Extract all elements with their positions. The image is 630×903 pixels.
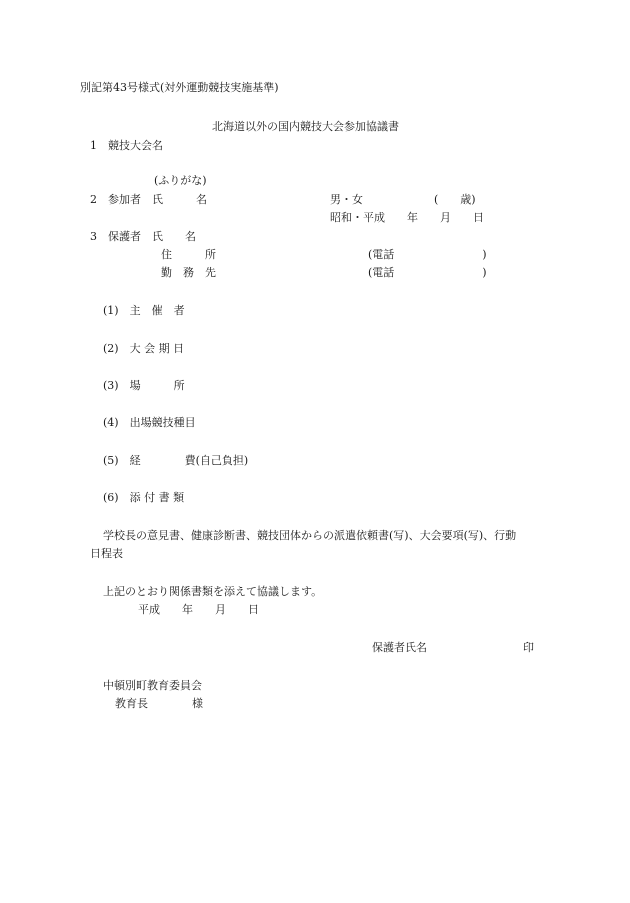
seal-mark: 印 bbox=[523, 641, 534, 654]
workplace-label: 勤 務 先 bbox=[161, 266, 216, 279]
statement: 上記のとおり関係書類を添えて協議します。 bbox=[103, 585, 323, 598]
form-number: 別記第43号様式(対外運動競技実施基準) bbox=[80, 81, 279, 94]
recipient-title: 教育長 様 bbox=[115, 697, 203, 710]
item-attachments: (6) 添 付 書 類 bbox=[103, 491, 185, 504]
section-1-label: 1 競技大会名 bbox=[90, 139, 163, 152]
section-3-label: 3 保護者 氏 名 bbox=[90, 230, 196, 243]
section-2-label: 2 参加者 氏 名 bbox=[90, 193, 207, 206]
birthdate-field: 昭和・平成 年 月 日 bbox=[330, 211, 484, 224]
workplace-phone: (電話 ) bbox=[368, 266, 487, 279]
sex-field: 男・女 bbox=[330, 193, 363, 206]
furigana-label: (ふりがな) bbox=[154, 174, 207, 187]
document-title: 北海道以外の国内競技大会参加協議書 bbox=[212, 120, 399, 133]
item-organizer: (1) 主 催 者 bbox=[103, 304, 185, 317]
item-venue: (3) 場 所 bbox=[103, 379, 185, 392]
address-phone: (電話 ) bbox=[368, 248, 487, 261]
address-label: 住 所 bbox=[161, 248, 216, 261]
age-field: ( 歳) bbox=[434, 193, 476, 206]
guardian-name-label: 保護者氏名 bbox=[372, 641, 427, 654]
attachments-text-line1: 学校長の意見書、健康診断書、競技団体からの派遣依頼書(写)、大会要項(写)、行動 bbox=[103, 529, 517, 542]
item-expenses: (5) 経 費(自己負担) bbox=[103, 454, 249, 467]
item-events: (4) 出場競技種目 bbox=[103, 416, 196, 429]
item-dates: (2) 大 会 期 日 bbox=[103, 342, 185, 355]
attachments-text-line2: 日程表 bbox=[90, 547, 123, 560]
recipient-organization: 中頓別町教育委員会 bbox=[103, 679, 202, 692]
date-line: 平成 年 月 日 bbox=[138, 603, 259, 616]
